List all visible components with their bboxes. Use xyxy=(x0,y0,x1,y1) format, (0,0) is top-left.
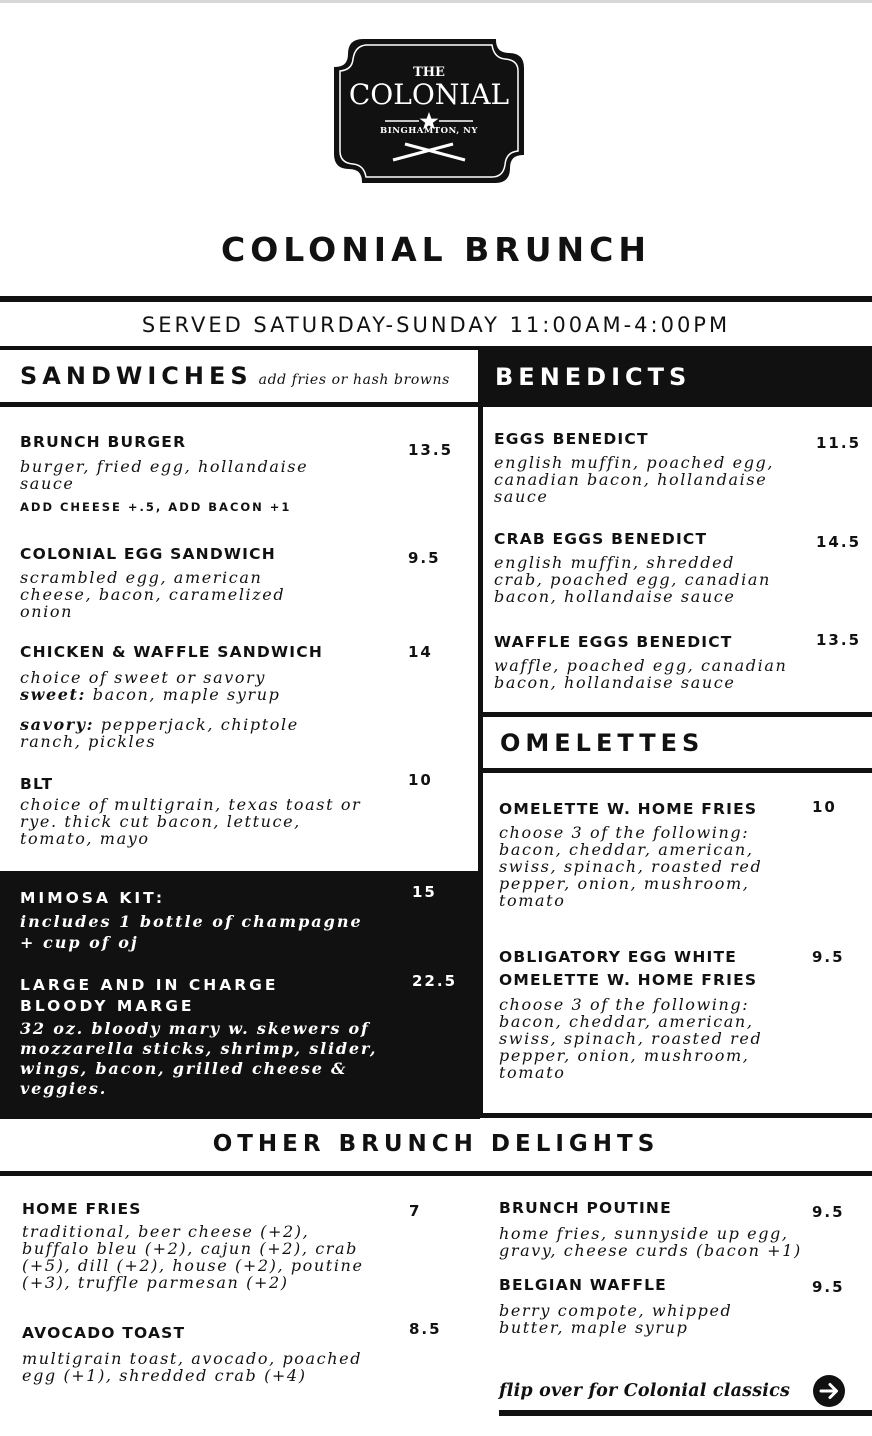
item-price: 22.5 xyxy=(412,972,458,990)
served-hours: SERVED SATURDAY-SUNDAY 11:00AM-4:00PM xyxy=(141,313,731,337)
item-description: choose 3 of the following: bacon, cheddar, american, swiss, spinach, roasted red pepper, onion, mushroom, tomato xyxy=(499,823,763,910)
item-description: 32 oz. bloody mary w. skewers of mozzarella sticks, shrimp, slider, wings, bacon, grilled cheese & veggies. xyxy=(20,1019,378,1098)
item-name: BELGIAN WAFFLE xyxy=(499,1276,667,1294)
item-description: berry compote, whipped butter, maple syrup xyxy=(499,1301,733,1337)
item-description: home fries, sunnyside up egg, gravy, cheese curds (bacon +1) xyxy=(499,1224,802,1260)
item-price: 9.5 xyxy=(408,549,441,567)
item-price: 9.5 xyxy=(812,948,845,966)
item-description: waffle, poached egg, canadian bacon, hollandaise sauce xyxy=(494,656,788,692)
item-description: choice of sweet or savory sweet: bacon, maple syrup xyxy=(20,668,281,704)
flip-over-note: flip over for Colonial classics xyxy=(499,1381,791,1401)
divider xyxy=(0,296,872,302)
item-description: scrambled egg, american cheese, bacon, caramelized onion xyxy=(20,568,286,621)
top-border xyxy=(0,0,872,3)
item-description: choose 3 of the following: bacon, cheddar, american, swiss, spinach, roasted red pepper, onion, mushroom, tomato xyxy=(499,995,763,1082)
item-name: COLONIAL EGG SANDWICH xyxy=(20,545,276,563)
item-name: CHICKEN & WAFFLE SANDWICH xyxy=(20,643,324,661)
item-addons: ADD CHEESE +.5, ADD BACON +1 xyxy=(20,500,292,514)
item-price: 9.5 xyxy=(812,1278,845,1296)
logo-colonial: COLONIAL xyxy=(348,78,510,111)
item-name: MIMOSA KIT: xyxy=(20,889,166,907)
item-name: OBLIGATORY EGG WHITE OMELETTE W. HOME FRIES xyxy=(499,948,758,989)
item-description: burger, fried egg, hollandaise sauce xyxy=(20,457,309,493)
logo-location: BINGHAMTON, NY xyxy=(380,126,478,136)
item-name: BRUNCH BURGER xyxy=(20,433,187,451)
item-description: savory: pepperjack, chiptole ranch, pickles xyxy=(20,715,299,751)
item-price: 11.5 xyxy=(816,434,862,452)
divider xyxy=(482,712,872,717)
item-name: BLT xyxy=(20,775,54,793)
item-price: 14 xyxy=(408,643,433,661)
colonial-logo xyxy=(333,38,525,184)
item-name: EGGS BENEDICT xyxy=(494,430,649,448)
item-price: 13.5 xyxy=(408,441,454,459)
item-price: 10 xyxy=(408,771,433,789)
sandwiches-note: add fries or hash browns xyxy=(258,372,450,388)
item-name: OMELETTE W. HOME FRIES xyxy=(499,800,758,818)
item-description: multigrain toast, avocado, poached egg (+1), shredded crab (+4) xyxy=(22,1349,363,1385)
item-name: CRAB EGGS BENEDICT xyxy=(494,530,708,548)
divider xyxy=(482,1113,872,1118)
item-name: AVOCADO TOAST xyxy=(22,1324,186,1342)
other-heading: OTHER BRUNCH DELIGHTS xyxy=(212,1131,660,1157)
sandwiches-heading xyxy=(20,362,450,390)
item-name: WAFFLE EGGS BENEDICT xyxy=(494,633,733,651)
item-price: 7 xyxy=(409,1202,422,1220)
item-price: 10 xyxy=(812,798,837,816)
arrow-right-icon xyxy=(812,1374,846,1408)
item-name: HOME FRIES xyxy=(22,1200,142,1218)
sandwiches-heading-text: SANDWICHES xyxy=(20,362,253,390)
item-description: choice of multigrain, texas toast or rye. thick cut bacon, lettuce, tomato, mayo xyxy=(20,795,362,848)
divider xyxy=(0,346,480,350)
item-price: 9.5 xyxy=(812,1203,845,1221)
omelettes-heading: OMELETTES xyxy=(500,729,705,757)
item-name: BRUNCH POUTINE xyxy=(499,1199,672,1217)
divider xyxy=(0,402,480,407)
item-price: 8.5 xyxy=(409,1320,442,1338)
item-description: traditional, beer cheese (+2), buffalo bleu (+2), cajun (+2), crab (+5), dill (+2), house (+2), poutine (+3), truffle parmesan (+2) xyxy=(22,1222,364,1292)
divider xyxy=(482,768,872,773)
footer-rule xyxy=(499,1410,872,1416)
item-description: english muffin, poached egg, canadian bacon, hollandaise sauce xyxy=(494,453,775,506)
item-name: LARGE AND IN CHARGE BLOODY MARGE xyxy=(20,976,279,1015)
logo-the: THE xyxy=(413,65,445,80)
item-description: english muffin, shredded crab, poached egg, canadian bacon, hollandaise sauce xyxy=(494,553,771,606)
page-title: COLONIAL BRUNCH xyxy=(221,230,651,269)
item-price: 13.5 xyxy=(816,631,862,649)
benedicts-heading: BENEDICTS xyxy=(495,363,692,391)
item-price: 14.5 xyxy=(816,533,862,551)
item-price: 15 xyxy=(412,883,437,901)
item-description: includes 1 bottle of champagne + cup of oj xyxy=(20,912,363,952)
divider xyxy=(0,1171,872,1176)
